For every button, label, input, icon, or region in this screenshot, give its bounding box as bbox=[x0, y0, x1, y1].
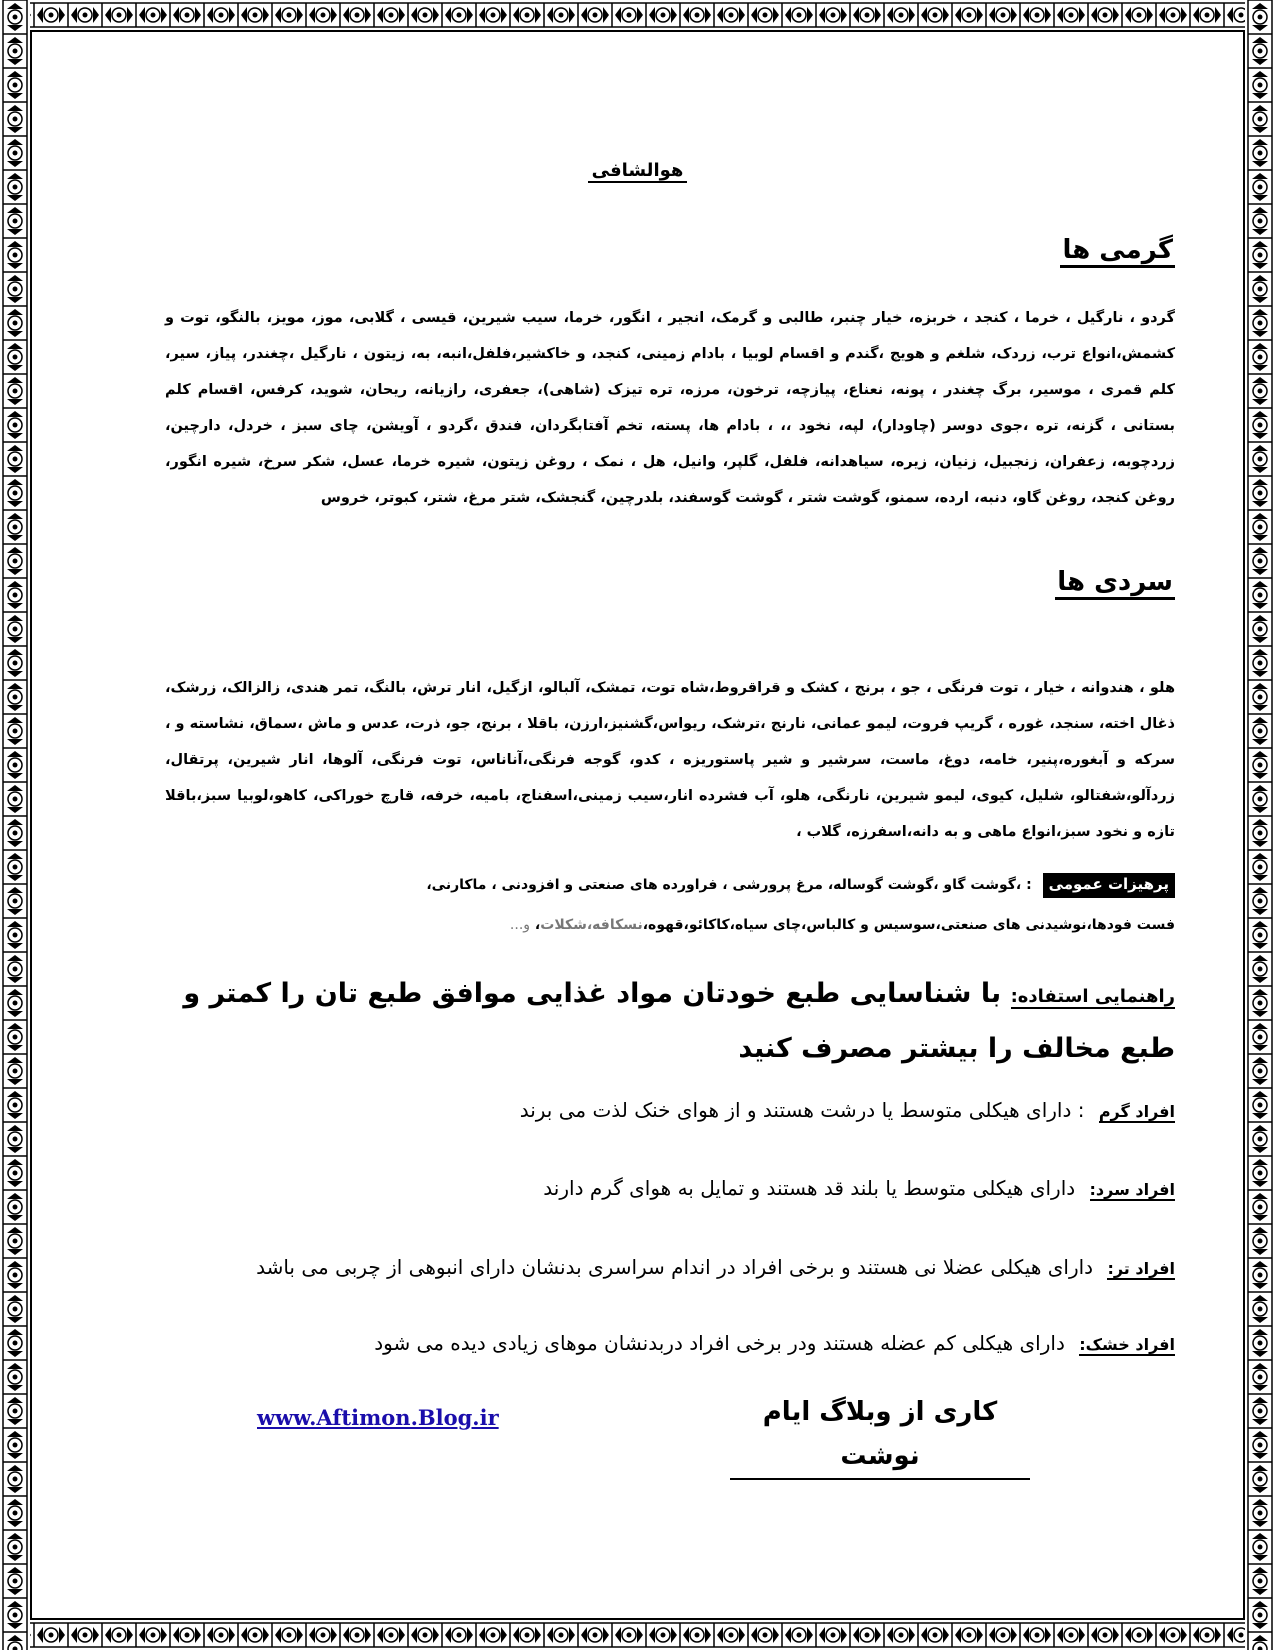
forbidden-list-2-gray: نسکافه،شکلات bbox=[540, 917, 643, 933]
forbidden-list-2: فست فودها،نوشیدنی های صنعتی،سوسیس و کالباس،چای سیاه،کاکائو،قهوه، bbox=[642, 917, 1175, 933]
type-dry bbox=[165, 1328, 1175, 1360]
cold-heading-text: سردی ها bbox=[1057, 567, 1173, 597]
page-title bbox=[60, 160, 1215, 181]
forbidden-list-1: : ،گوشت گاو ،گوشت گوساله، مرغ پرورشی ، فراورده های صنعتی و افزودنی ، ماکارنی، bbox=[426, 877, 1032, 893]
type-warm-text: : دارای هیکلی متوسط یا درشت هستند و از هوای خنک لذت می برند bbox=[519, 1098, 1085, 1122]
inner-frame-top bbox=[30, 30, 1245, 32]
warm-heading-text: گرمی ها bbox=[1062, 235, 1173, 265]
type-cold bbox=[165, 1173, 1175, 1205]
inner-frame-left bbox=[30, 30, 32, 1620]
type-moist-text: دارای هیکلی عضلا نی هستند و برخی افراد در اندام سراسری بدنشان دارای انبوهی از چربی می باشد bbox=[256, 1255, 1094, 1279]
forbidden-line-2 bbox=[165, 905, 1175, 945]
cold-foods-paragraph: هلو ، هندوانه ، خیار ، توت فرنگی ، جو ، برنج ، کشک و قراقروط،شاه توت، تمشک، آلبالو، ازگیل، انار ترش، بالنگ، تمر هندی، زالزالک، زرشک، ذغال اخته، سنجد، غوره ، گریپ فروت، لیمو عمانی، نارنج ،ترشک، ریواس،گشنیز،ارزن، باقلا ، برنج، جو، ذرت، عدس و ماش ،سماق، نشاسته و ، سرکه و آبغوره،پنیر، خامه، دوغ، ماست، سرشیر و شیر پاستوریزه ، کدو، گوجه فرنگی،آناناس، توت فرنگی، آلوها، انار شیرین، پرتقال، زردآلو،شفتالو، شلیل، کیوی، لیمو شیرین، نارنگی، هلو، آب فشرده انار،سیب زمینی،اسفناج، بامیه، خرفه، قارچ خوراکی، کاهو،لوبیا سبز،باقلا تازه و نخود سبز،انواع ماهی و به دانه،اسفرزه، گلاب ، bbox=[165, 680, 1175, 840]
type-warm-label: افراد گرم bbox=[1098, 1102, 1175, 1121]
warm-heading bbox=[1060, 235, 1175, 268]
document-page bbox=[60, 60, 1215, 1590]
blog-link[interactable]: www.Aftimon.Blog.ir bbox=[257, 1405, 499, 1430]
ornamental-border-left bbox=[0, 0, 30, 1650]
forbidden-line-1 bbox=[165, 865, 1175, 905]
type-moist bbox=[165, 1252, 1175, 1284]
type-dry-text: دارای هیکلی کم عضله هستند ودر برخی افراد دربدنشان موهای زیادی دیده می شود bbox=[374, 1331, 1065, 1355]
inner-frame-right bbox=[1243, 30, 1245, 1620]
type-moist-label: افراد تر: bbox=[1107, 1259, 1175, 1278]
usage-guide bbox=[165, 968, 1175, 1075]
ornamental-border-right bbox=[1245, 0, 1275, 1650]
ornamental-border-bottom bbox=[0, 1620, 1275, 1650]
type-dry-label: افراد خشک: bbox=[1079, 1335, 1175, 1354]
inner-frame-bottom bbox=[30, 1618, 1245, 1620]
forbidden-list-2-comma: ، bbox=[534, 917, 541, 933]
type-cold-label: افراد سرد: bbox=[1089, 1180, 1175, 1199]
type-cold-text: دارای هیکلی متوسط یا بلند قد هستند و تمایل به هوای گرم دارند bbox=[543, 1176, 1076, 1200]
page-title-text: هوالشافی bbox=[588, 160, 688, 183]
forbidden-ellipsis: و... bbox=[509, 917, 531, 933]
forbidden-label: پرهیزات عمومی bbox=[1043, 873, 1175, 898]
cold-heading bbox=[1055, 567, 1175, 600]
blog-signature: کاری از وبلاگ ایام نوشت bbox=[730, 1390, 1030, 1480]
usage-guide-text: با شناسایی طبع خودتان مواد غذایی موافق طبع تان را کمتر و طبع مخالف را بیشتر مصرف کنید bbox=[183, 978, 1175, 1064]
usage-guide-label: راهنمایی استفاده: bbox=[1010, 986, 1175, 1007]
ornamental-border-top bbox=[0, 0, 1275, 30]
type-warm bbox=[165, 1095, 1175, 1127]
warm-foods-paragraph: گردو ، نارگیل ، خرما ، کنجد ، خربزه، خیار چنبر، طالبی و گرمک، انجیر ، انگور، خرما، سیب شیرین، قیسی ، گلابی، موز، مویز، بالنگو، توت و کشمش،انواع ترب، زردک، شلغم و هویج ،گندم و اقسام لوبیا ، بادام زمینی، کنجد، و خاکشیر،فلفل،انبه، به، زیتون ، نارگیل ،چغندر، پیاز، سیر، کلم قمری ، موسیر، برگ چغندر ، پونه، نعناع، پیازچه، ترخون، مرزه، تره تیزک (شاهی)، جعفری، رازیانه، ریحان، شوید، کرفس، اقسام کلم بستانی ، گزنه، تره ،جوی دوسر (چاودار)، لپه، نخود ،، ، بادام ها، پسته، تخم آفتابگردان، فندق ،گردو ، آویشن، چای سبز ، خردل، دارچین، زردچوبه، زعفران، زنجبیل، زنیان، زیره، سیاهدانه، فلفل، گلپر، وانیل، هل ، نمک ، روغن زیتون، شیره خرما، عسل، شکر سرخ، شیره انگور، روغن کنجد، روغن گاو، دنبه، ارده، سمنو، گوشت شتر ، گوشت گوسفند، بلدرچین، گنجشک، شتر مرغ، شتر، کبوتر، خروس bbox=[165, 310, 1175, 506]
